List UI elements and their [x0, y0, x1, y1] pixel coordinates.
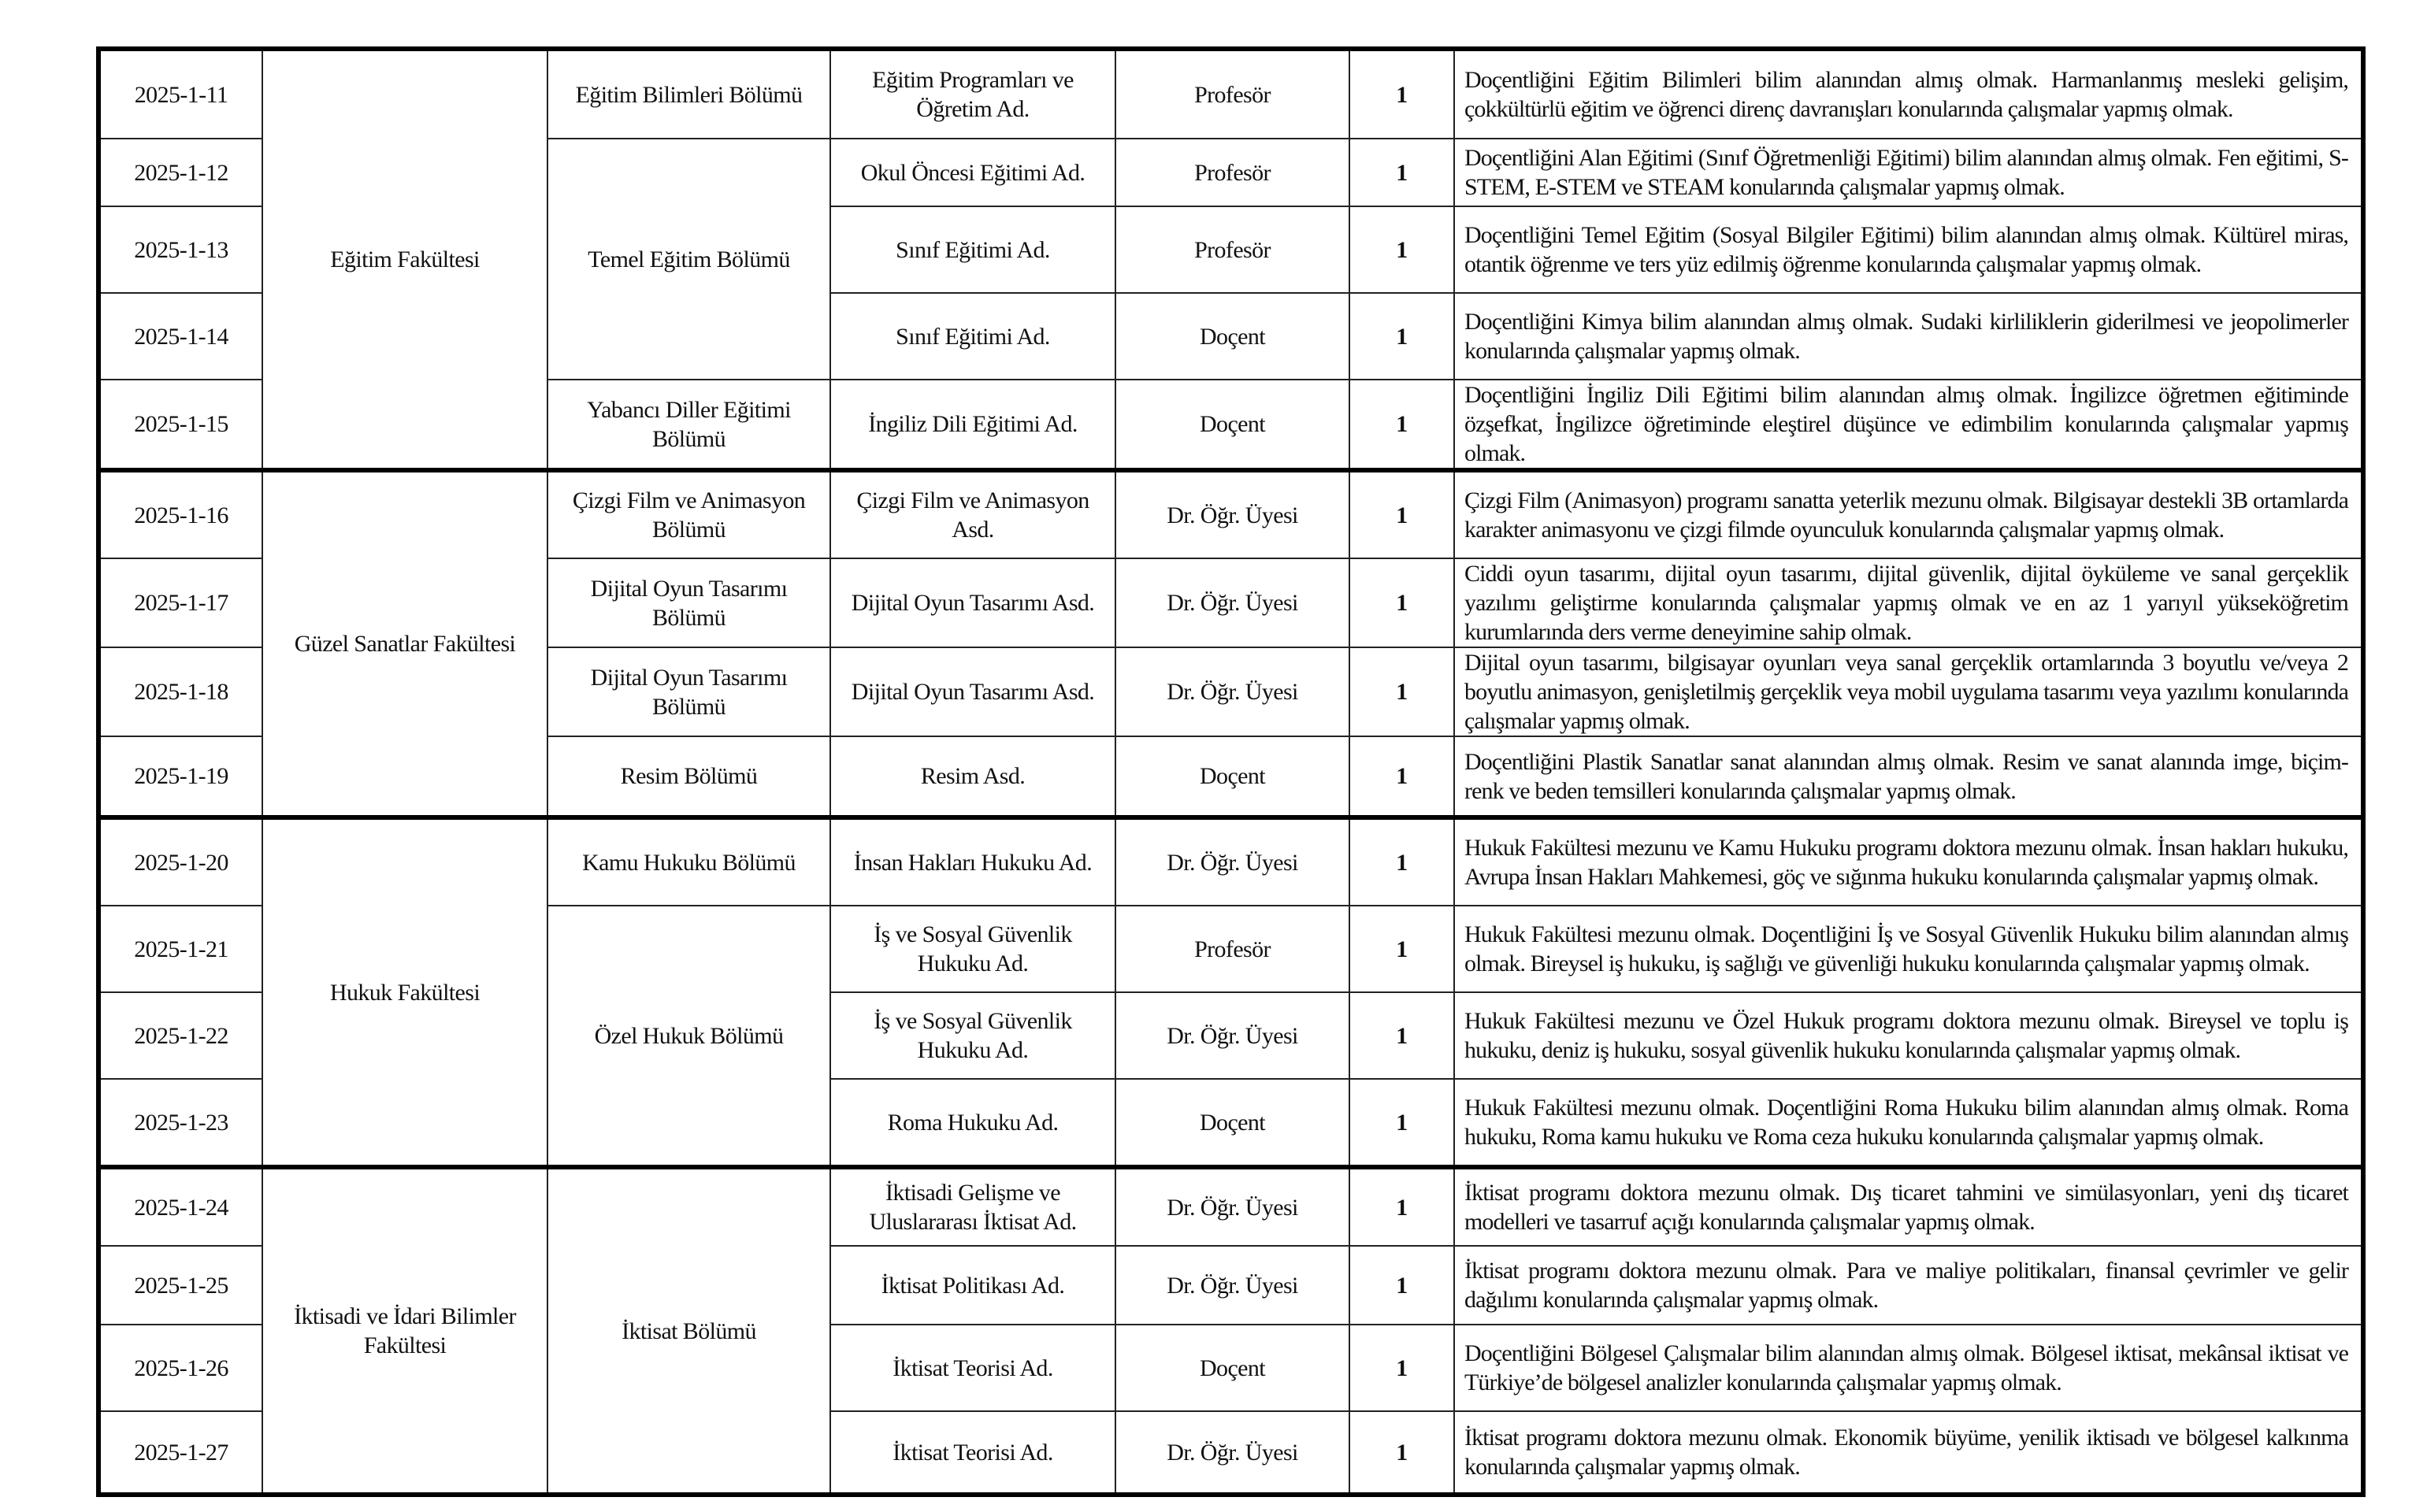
- position-title: Dr. Öğr. Üyesi: [1115, 470, 1349, 558]
- division-name: Okul Öncesi Eğitimi Ad.: [830, 139, 1115, 206]
- faculty-name: Güzel Sanatlar Fakültesi: [262, 470, 547, 817]
- table-row: [98, 817, 2363, 906]
- ilan-code: 2025-1-13: [98, 206, 262, 293]
- department-name: Resim Bölümü: [547, 736, 830, 817]
- department-name: Dijital Oyun Tasarımı Bölümü: [547, 647, 830, 736]
- position-title: Dr. Öğr. Üyesi: [1115, 647, 1349, 736]
- position-count: 1: [1349, 49, 1454, 139]
- table-row: [98, 470, 2363, 558]
- department-name: Yabancı Diller Eğitimi Bölümü: [547, 380, 830, 470]
- position-title: Doçent: [1115, 293, 1349, 380]
- position-title: Dr. Öğr. Üyesi: [1115, 1167, 1349, 1246]
- academic-positions-table: [96, 46, 2366, 1497]
- position-count: 1: [1349, 1325, 1454, 1411]
- faculty-name: İktisadi ve İdari Bilimler Fakültesi: [262, 1167, 547, 1495]
- position-title: Dr. Öğr. Üyesi: [1115, 1246, 1349, 1325]
- position-title: Profesör: [1115, 906, 1349, 992]
- position-count: 1: [1349, 558, 1454, 647]
- ilan-code: 2025-1-27: [98, 1411, 262, 1495]
- ilan-code: 2025-1-15: [98, 380, 262, 470]
- position-title: Doçent: [1115, 1325, 1349, 1411]
- requirements-text: Hukuk Fakültesi mezunu ve Özel Hukuk programı doktora mezunu olmak. Bireysel ve toplu iş hukuku, deniz iş hukuku, sosyal güvenlik hukuku konularında çalışmalar yapmış olmak.: [1454, 992, 2363, 1079]
- position-title: Profesör: [1115, 139, 1349, 206]
- ilan-code: 2025-1-19: [98, 736, 262, 817]
- requirements-text: Hukuk Fakültesi mezunu ve Kamu Hukuku programı doktora mezunu olmak. İnsan hakları hukuku, Avrupa İnsan Hakları Mahkemesi, göç ve sığınma hukuku konularında çalışmalar yapmış olmak.: [1454, 817, 2363, 906]
- department-name: Dijital Oyun Tasarımı Bölümü: [547, 558, 830, 647]
- position-count: 1: [1349, 139, 1454, 206]
- faculty-name: Hukuk Fakültesi: [262, 817, 547, 1167]
- requirements-text: Hukuk Fakültesi mezunu olmak. Doçentliğini Roma Hukuku bilim alanından almış olmak. Roma hukuku, Roma kamu hukuku ve Roma ceza hukuku konularında çalışmalar yapmış olmak.: [1454, 1079, 2363, 1167]
- position-title: Doçent: [1115, 736, 1349, 817]
- requirements-text: Doçentliğini Temel Eğitim (Sosyal Bilgiler Eğitimi) bilim alanından almış olmak. Kültürel miras, otantik öğrenme ve ters yüz edilmiş öğrenme konularında çalışmalar yapmış olmak.: [1454, 206, 2363, 293]
- requirements-text: İktisat programı doktora mezunu olmak. Para ve maliye politikaları, finansal çevrimler ve gelir dağılımı konularında çalışmalar yapmış olmak.: [1454, 1246, 2363, 1325]
- position-count: 1: [1349, 906, 1454, 992]
- ilan-code: 2025-1-20: [98, 817, 262, 906]
- department-name: Temel Eğitim Bölümü: [547, 139, 830, 380]
- faculty-name: Eğitim Fakültesi: [262, 49, 547, 470]
- requirements-text: Ciddi oyun tasarımı, dijital oyun tasarımı, dijital güvenlik, dijital öyküleme ve sanal gerçeklik yazılımı geliştirme konularında çalışmalar yapmış olmak ve en az 1 yarıyıl yükseköğretim kurumlarında ders verme deneyimine sahip olmak.: [1454, 558, 2363, 647]
- position-count: 1: [1349, 817, 1454, 906]
- department-name: İktisat Bölümü: [547, 1167, 830, 1495]
- department-name: Çizgi Film ve Animasyon Bölümü: [547, 470, 830, 558]
- requirements-text: Doçentliğini Kimya bilim alanından almış olmak. Sudaki kirliliklerin giderilmesi ve jeopolimerler konularında çalışmalar yapmış olmak.: [1454, 293, 2363, 380]
- position-count: 1: [1349, 380, 1454, 470]
- department-name: Kamu Hukuku Bölümü: [547, 817, 830, 906]
- position-count: 1: [1349, 1079, 1454, 1167]
- table-row: [98, 1167, 2363, 1246]
- position-count: 1: [1349, 293, 1454, 380]
- ilan-code: 2025-1-23: [98, 1079, 262, 1167]
- ilan-code: 2025-1-25: [98, 1246, 262, 1325]
- requirements-text: Doçentliğini Eğitim Bilimleri bilim alanından almış olmak. Harmanlanmış mesleki gelişim, çokkültürlü eğitim ve öğrenci direnç davranışları konularında çalışmalar yapmış olmak.: [1454, 49, 2363, 139]
- division-name: İktisat Teorisi Ad.: [830, 1411, 1115, 1495]
- department-name: Özel Hukuk Bölümü: [547, 906, 830, 1167]
- division-name: Çizgi Film ve Animasyon Asd.: [830, 470, 1115, 558]
- requirements-text: Doçentliğini Alan Eğitimi (Sınıf Öğretmenliği Eğitimi) bilim alanından almış olmak. Fen eğitimi, S-STEM, E-STEM ve STEAM konularında çalışmalar yapmış olmak.: [1454, 139, 2363, 206]
- requirements-text: İktisat programı doktora mezunu olmak. Dış ticaret tahmini ve simülasyonları, yeni dış ticaret modelleri ve tasarruf açığı konularında çalışmalar yapmış olmak.: [1454, 1167, 2363, 1246]
- position-title: Dr. Öğr. Üyesi: [1115, 558, 1349, 647]
- position-count: 1: [1349, 470, 1454, 558]
- position-title: Dr. Öğr. Üyesi: [1115, 992, 1349, 1079]
- requirements-text: Doçentliğini İngiliz Dili Eğitimi bilim alanından almış olmak. İngilizce öğretmen eğitiminde özşefkat, İngilizce öğretiminde eleştirel düşünce ve edimbilim konularında çalışmalar yapmış olmak.: [1454, 380, 2363, 470]
- division-name: İktisat Politikası Ad.: [830, 1246, 1115, 1325]
- position-count: 1: [1349, 1411, 1454, 1495]
- division-name: Sınıf Eğitimi Ad.: [830, 293, 1115, 380]
- division-name: Eğitim Programları ve Öğretim Ad.: [830, 49, 1115, 139]
- requirements-text: Çizgi Film (Animasyon) programı sanatta yeterlik mezunu olmak. Bilgisayar destekli 3B ortamlarda karakter animasyonu ve çizgi filmde oyunculuk konularında çalışmalar yapmış olmak.: [1454, 470, 2363, 558]
- ilan-code: 2025-1-11: [98, 49, 262, 139]
- position-title: Dr. Öğr. Üyesi: [1115, 1411, 1349, 1495]
- ilan-code: 2025-1-12: [98, 139, 262, 206]
- position-count: 1: [1349, 206, 1454, 293]
- division-name: Roma Hukuku Ad.: [830, 1079, 1115, 1167]
- position-count: 1: [1349, 647, 1454, 736]
- requirements-text: Dijital oyun tasarımı, bilgisayar oyunları veya sanal gerçeklik ortamlarında 3 boyutlu ve/veya 2 boyutlu animasyon, genişletilmiş gerçeklik veya mobil uygulama tasarımı veya yazılımı konularında çalışmalar yapmış olmak.: [1454, 647, 2363, 736]
- division-name: İnsan Hakları Hukuku Ad.: [830, 817, 1115, 906]
- requirements-text: Doçentliğini Bölgesel Çalışmalar bilim alanından almış olmak. Bölgesel iktisat, mekânsal iktisat ve Türkiye’de bölgesel analizler konularında çalışmalar yapmış olmak.: [1454, 1325, 2363, 1411]
- position-count: 1: [1349, 1167, 1454, 1246]
- ilan-code: 2025-1-21: [98, 906, 262, 992]
- position-title: Dr. Öğr. Üyesi: [1115, 817, 1349, 906]
- division-name: Resim Asd.: [830, 736, 1115, 817]
- ilan-code: 2025-1-18: [98, 647, 262, 736]
- ilan-code: 2025-1-16: [98, 470, 262, 558]
- position-title: Profesör: [1115, 206, 1349, 293]
- position-title: Doçent: [1115, 380, 1349, 470]
- division-name: Sınıf Eğitimi Ad.: [830, 206, 1115, 293]
- requirements-text: Doçentliğini Plastik Sanatlar sanat alanından almış olmak. Resim ve sanat alanında imge, biçim-renk ve beden temsilleri konularında çalışmalar yapmış olmak.: [1454, 736, 2363, 817]
- ilan-code: 2025-1-24: [98, 1167, 262, 1246]
- position-count: 1: [1349, 736, 1454, 817]
- requirements-text: Hukuk Fakültesi mezunu olmak. Doçentliğini İş ve Sosyal Güvenlik Hukuku bilim alanından almış olmak. Bireysel iş hukuku, iş sağlığı ve güvenliği hukuku konularında çalışmalar yapmış olmak.: [1454, 906, 2363, 992]
- division-name: İktisat Teorisi Ad.: [830, 1325, 1115, 1411]
- department-name: Eğitim Bilimleri Bölümü: [547, 49, 830, 139]
- division-name: İş ve Sosyal Güvenlik Hukuku Ad.: [830, 992, 1115, 1079]
- division-name: İngiliz Dili Eğitimi Ad.: [830, 380, 1115, 470]
- ilan-code: 2025-1-26: [98, 1325, 262, 1411]
- ilan-code: 2025-1-22: [98, 992, 262, 1079]
- ilan-code: 2025-1-14: [98, 293, 262, 380]
- position-count: 1: [1349, 992, 1454, 1079]
- division-name: Dijital Oyun Tasarımı Asd.: [830, 647, 1115, 736]
- division-name: İş ve Sosyal Güvenlik Hukuku Ad.: [830, 906, 1115, 992]
- position-count: 1: [1349, 1246, 1454, 1325]
- requirements-text: İktisat programı doktora mezunu olmak. Ekonomik büyüme, yenilik iktisadı ve bölgesel kalkınma konularında çalışmalar yapmış olmak.: [1454, 1411, 2363, 1495]
- table-row: [98, 49, 2363, 139]
- ilan-code: 2025-1-17: [98, 558, 262, 647]
- position-title: Doçent: [1115, 1079, 1349, 1167]
- position-title: Profesör: [1115, 49, 1349, 139]
- division-name: Dijital Oyun Tasarımı Asd.: [830, 558, 1115, 647]
- division-name: İktisadi Gelişme ve Uluslararası İktisat Ad.: [830, 1167, 1115, 1246]
